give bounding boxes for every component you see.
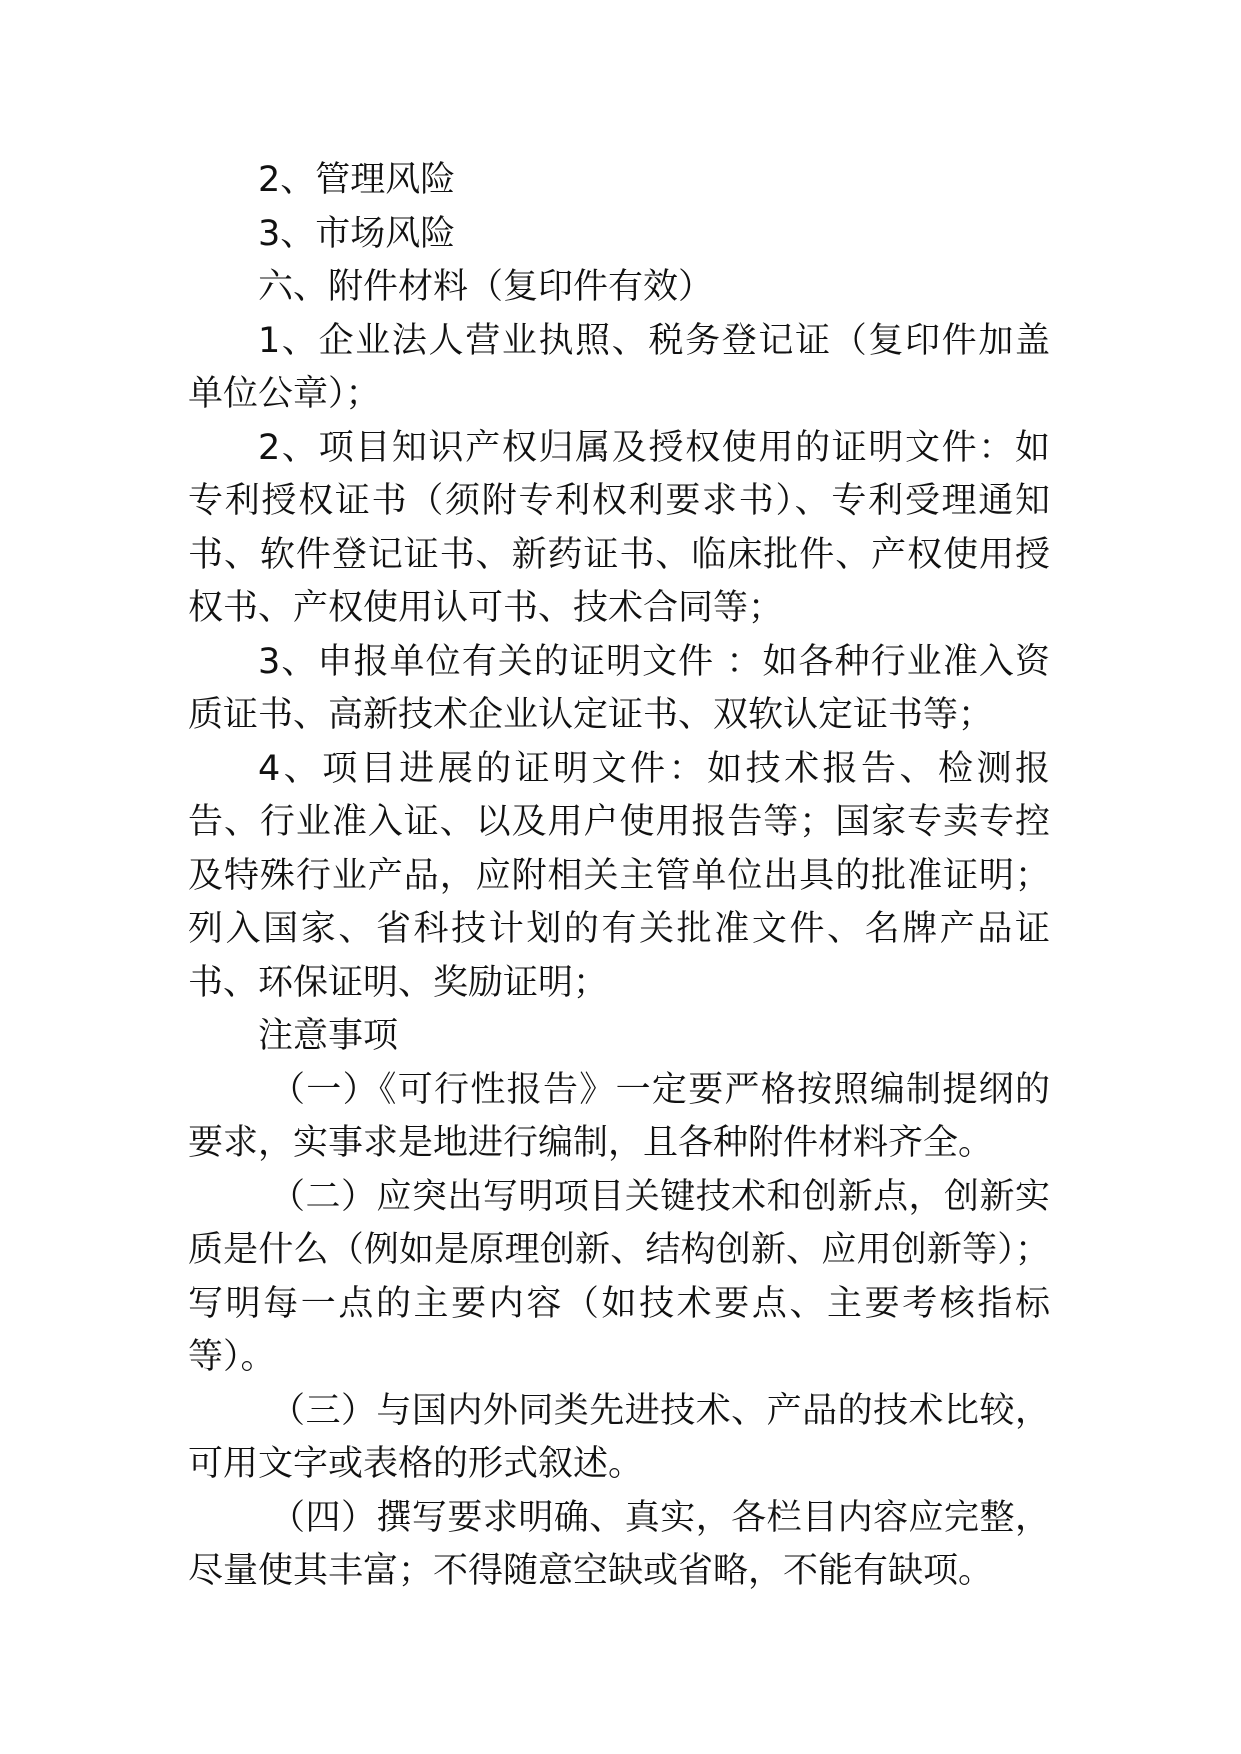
paragraph-attachment-2: 2、项目知识产权归属及授权使用的证明文件：如专利授权证书（须附专利权利要求书）、专利受理通知书、软件登记证书、新药证书、临床批件、产权使用授权书、产权使用认可书、技术合同等； (188, 427, 1050, 628)
paragraph-note-1: （一）《可行性报告》一定要严格按照编制提纲的要求，实事求是地进行编制，且各种附件材料齐全。 (188, 1069, 1050, 1163)
document-body (188, 154, 1050, 1599)
paragraph-attachment-1: 1、企业法人营业执照、税务登记证（复印件加盖单位公章）； (188, 320, 1050, 414)
paragraph-market-risk: 3、市场风险 (258, 213, 456, 254)
section-heading-attachments: 六、附件材料（复印件有效） (258, 267, 714, 307)
paragraph-attachment-4: 4、项目进展的证明文件：如技术报告、检测报告、行业准入证、以及用户使用报告等；国家专卖专控及特殊行业产品，应附相关主管单位出具的批准证明；列入国家、省科技计划的有关批准文件、名牌产品证书、环保证明、奖励证明； (188, 748, 1050, 1003)
paragraph-management-risk: 2、管理风险 (258, 160, 456, 200)
paragraph-note-4: （四）撰写要求明确、真实，各栏目内容应完整，尽量使其丰富；不得随意空缺或省略，不能有缺项。 (188, 1497, 1050, 1591)
paragraph-note-2: （二）应突出写明项目关键技术和创新点，创新实质是什么（例如是原理创新、结构创新、应用创新等）；写明每一点的主要内容（如技术要点、主要考核指标等）。 (188, 1176, 1050, 1377)
section-heading-notes: 注意事项 (258, 1016, 399, 1056)
paragraph-note-3: （三）与国内外同类先进技术、产品的技术比较，可用文字或表格的形式叙述。 (188, 1390, 1050, 1484)
paragraph-attachment-3: 3、申报单位有关的证明文件 ：如各种行业准入资质证书、高新技术企业认定证书、双软认定证书等； (188, 641, 1050, 735)
